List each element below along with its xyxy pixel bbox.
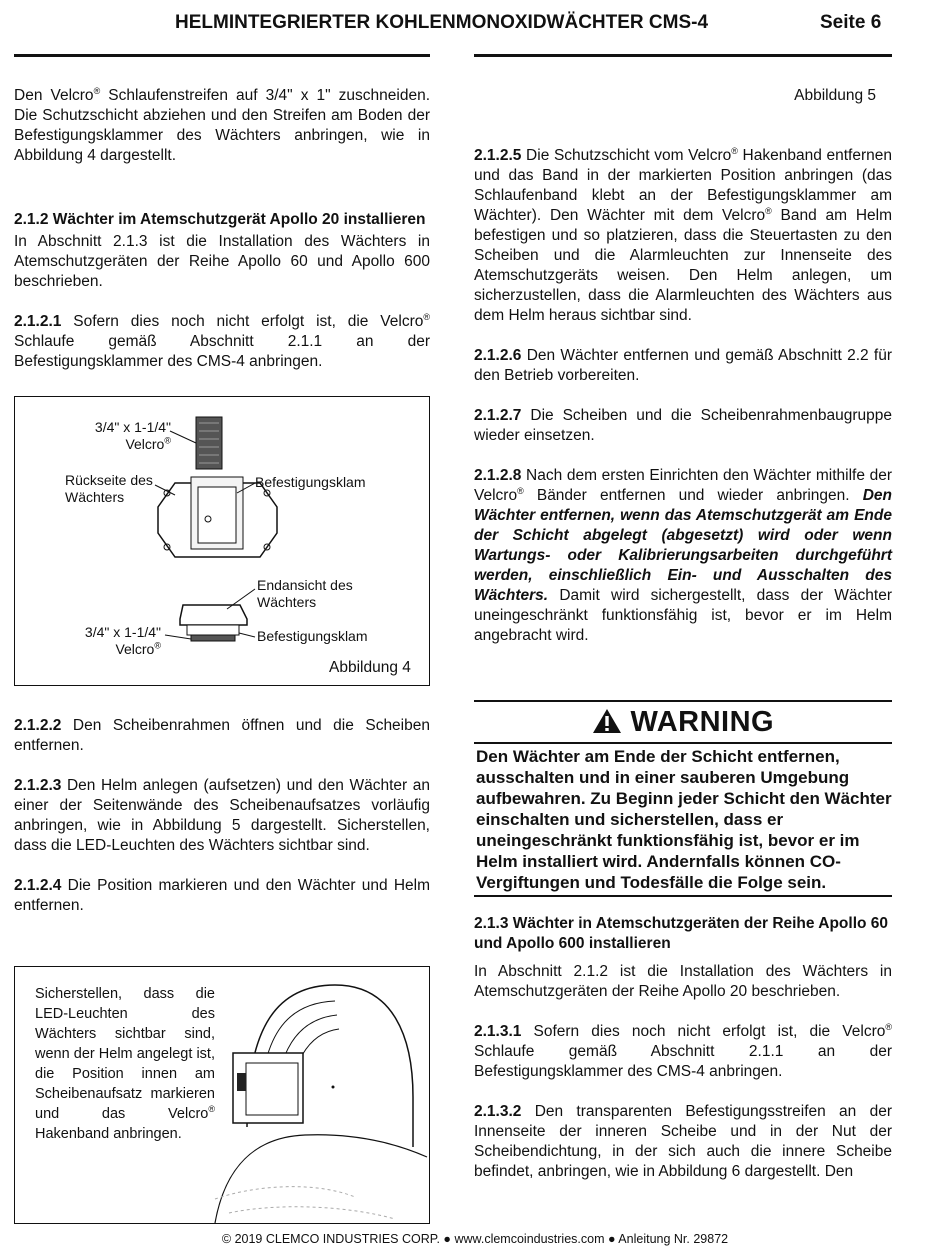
figure-5 — [14, 966, 430, 1224]
paragraph-2-1-3: In Abschnitt 2.1.2 ist die Installation des Wächters in Atemschutzgeräten der Reihe Apollo 20 beschrieben. — [474, 963, 892, 1000]
warning-box — [474, 700, 892, 897]
label-mounting-clamp-top: Befestigungsklam — [255, 474, 366, 490]
paragraph-2-1-2-5: 2.1.2.5 Die Schutzschicht vom Velcro® Hakenband entfernen und das Band in der markierten Position anbringen (das Schlaufenband klebt an der Befestigungsklammer am Wächter). Den Wächter mit dem Velcro® Band am Helm befestigen und so platzieren, dass die Steuertasten zu den Scheiben und die Alarmleuchten zur Innenseite des Atemschutzgeräts weisen. Den Helm anlegen, um sicherzustellen, dass die Alarmleuchten des Wächters aus dem Helm heraus sichtbar sind. — [474, 145, 892, 324]
figure-4 — [14, 396, 430, 686]
label-mounting-clamp-bottom: Befestigungsklam — [257, 628, 368, 644]
figure-4-caption: Abbildung 4 — [329, 659, 411, 676]
paragraph-2-1-3-1: 2.1.3.1 Sofern dies noch nicht erfolgt ist, die Velcro® Schlaufe gemäß Abschnitt 2.1.1 an der Befestigungsklammer des CMS-4 anbringen. — [474, 1021, 892, 1080]
warning-title: WARNING — [474, 702, 892, 742]
figure-5-caption: Abbildung 5 — [794, 87, 876, 104]
velcro-strip-drawing — [196, 417, 222, 469]
paragraph-2-1-2-8: 2.1.2.8 Nach dem ersten Einrichten den Wächter mithilfe der Velcro® Bänder entfernen und wieder anbringen. Den Wächter entfernen, wenn das Atemschutzgerät am Ende der Schicht abgelegt (abgesetzt) wird oder wenn Wartungs- oder Kalibrierungsarbeiten durchgeführt werden, einschließlich Ein- und Ausschalten des Wächters. Damit wird sichergestellt, dass der Wächter uneingeschränkt funktionsfähig ist, bevor er im Helm angebracht wird. — [474, 467, 892, 644]
label-end-view: Endansicht des Wächters — [257, 577, 353, 610]
paragraph-2-1-2-6: 2.1.2.6 Den Wächter entfernen und gemäß Abschnitt 2.2 für den Betrieb vorbereiten. — [474, 347, 892, 384]
label-velcro-top: 3/4" x 1-1/4" Velcro® — [94, 419, 171, 452]
paragraph-2-1-2-4: 2.1.2.4 Die Position markieren und den Wächter und Helm entfernen. — [14, 877, 430, 914]
paragraph-2-1-2-1: 2.1.2.1 Sofern dies noch nicht erfolgt ist, die Velcro® Schlaufe gemäß Abschnitt 2.1.1 an der Befestigungsklammer des CMS-4 anbringen. — [14, 311, 430, 370]
warning-triangle-icon — [592, 708, 622, 734]
paragraph-2-1-2: In Abschnitt 2.1.3 ist die Installation des Wächters in Atemschutzgeräten der Reihe Apollo 60 und Apollo 600 beschrieben. — [14, 233, 430, 290]
page-number: Seite 6 — [820, 12, 882, 33]
page-header — [0, 12, 950, 36]
label-velcro-bottom: 3/4" x 1-1/4" Velcro® — [84, 624, 161, 657]
header-rule-right — [474, 54, 892, 57]
helmet-drawing — [15, 967, 429, 1223]
label-back-of-monitor: Rückseite des Wächters — [65, 472, 153, 505]
header-rule-left — [14, 54, 430, 57]
left-column-top — [14, 86, 430, 392]
heading-2-1-3: 2.1.3 Wächter in Atemschutzgeräten der Reihe Apollo 60 und Apollo 600 installieren — [474, 915, 889, 952]
warning-text: Den Wächter am Ende der Schicht entfernen, ausschalten und in einer sauberen Umgebung aufbewahren. Zu Beginn jeder Schicht den Wächter einschalten und sicherstellen, dass er uneingeschränkt funktionsfähig ist, bevor er im Helm installiert wird. Andernfalls können CO-Vergiftungen und Todesfälle die Folge sein. — [474, 742, 892, 897]
page-footer: © 2019 CLEMCO INDUSTRIES CORP. ● www.clemcoindustries.com ● Anleitung Nr. 29872 — [221, 1232, 729, 1246]
monitor-end-drawing — [180, 605, 247, 625]
paragraph-2-1-2-2: 2.1.2.2 Den Scheibenrahmen öffnen und die Scheiben entfernen. — [14, 717, 430, 754]
right-column-top — [474, 86, 892, 666]
paragraph-2-1-3-2: 2.1.3.2 Den transparenten Befestigungsstreifen an der Innenseite der inneren Scheibe und in der Nut der Scheibendichtung, in der sich auch die innere Scheibe befindet, anbringen, wie in Abbildung 6 dargestellt. Den — [474, 1103, 892, 1180]
right-column-bottom — [474, 914, 892, 1202]
heading-2-1-2: 2.1.2 Wächter im Atemschutzgerät Apollo 20 installieren — [14, 211, 426, 228]
paragraph-2-1-2-3: 2.1.2.3 Den Helm anlegen (aufsetzen) und den Wächter an einer der Seitenwände des Scheibenaufsatzes vorläufig anbringen, wie in Abbildung 5 dargestellt. Sicherstellen, dass die LED-Leuchten des Wächters sichtbar sind. — [14, 777, 430, 854]
document-title: HELMINTEGRIERTER KOHLENMONOXIDWÄCHTER CMS-4 — [175, 12, 709, 33]
figure-5-note: Sicherstellen, dass die LED-Leuchten des Wächters sichtbar sind, wenn der Helm angelegt ist, die Position innen am Scheibenaufsatz markieren und das Velcro® Hakenband anbringen. — [35, 986, 215, 1142]
paragraph-velcro-cut: Den Velcro® Schlaufenstreifen auf 3/4" x 1" zuschneiden. Die Schutzschicht abziehen und den Streifen am Boden der Befestigungsklammer des Wächters anbringen, wie in Abbildung 4 dargestellt. — [14, 85, 431, 164]
paragraph-2-1-2-7: 2.1.2.7 Die Scheiben und die Scheibenrahmenbaugruppe wieder einsetzen. — [474, 407, 892, 444]
left-column-bottom — [14, 716, 430, 936]
